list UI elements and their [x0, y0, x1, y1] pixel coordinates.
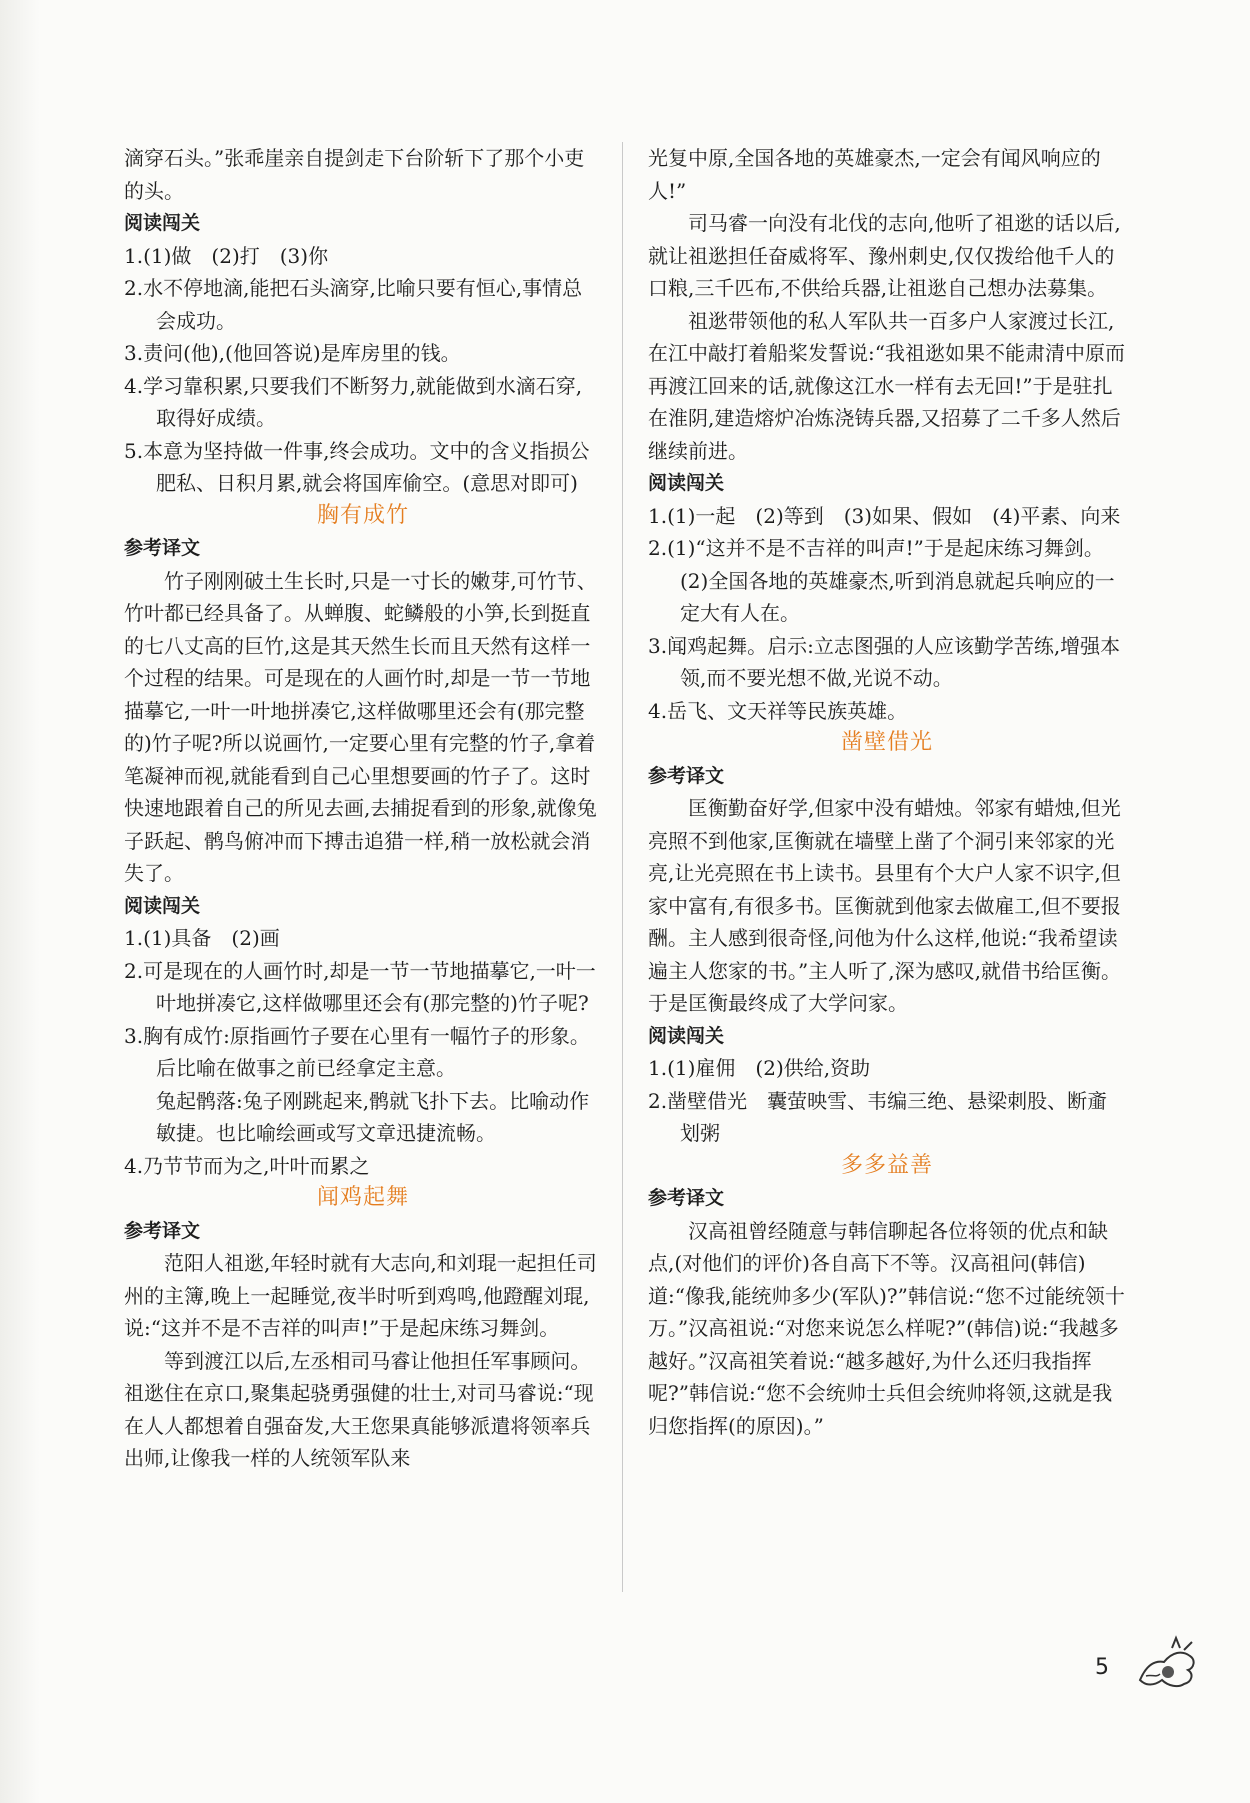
paragraph: 汉高祖曾经随意与韩信聊起各位将领的优点和缺点,(对他们的评价)各自高下不等。汉高祖问(韩信)道:“像我,能统帅多少(军队)?”韩信说:“您不过能统领十万。”汉高祖说:“对您来说怎么样呢?”(韩信)说:“我越多越好。”汉高祖笑着说:“越多越好,为什么还归我指挥呢?”韩信说:“您不会统帅士兵但会统帅将领,这就是我归您指挥(的原因)。” [648, 1218, 1125, 1438]
paragraph: 等到渡江以后,左丞相司马睿让他担任军事顾问。祖逖住在京口,聚集起骁勇强健的壮士,对司马睿说:“现在人人都想着自强奋发,大王您果真能够派遣将领率兵出师,让像我一样的人统领军队来 [124, 1348, 594, 1470]
answer-item: 3.责问(他),(他回答说)是库房里的钱。 [124, 341, 461, 365]
reading-heading: 阅读闯关 [648, 1024, 725, 1047]
section-title: 胸有成竹 [316, 502, 409, 528]
answer-item: 1.(1)做 (2)打 (3)你 [124, 243, 329, 268]
column-divider [622, 142, 623, 1592]
page-edge-shadow [0, 0, 40, 1803]
left-column [124, 142, 602, 1475]
reading-heading: 阅读闯关 [124, 894, 201, 917]
answer-item: 1.(1)一起 (2)等到 (3)如果、假如 (4)平素、向来 [648, 503, 1121, 528]
reference-heading: 参考译文 [124, 537, 201, 559]
reference-heading: 参考译文 [648, 1187, 725, 1209]
right-column [648, 142, 1126, 1442]
answer-item: 1.(1)具备 (2)画 [124, 926, 280, 950]
answer-item: 2.凿壁借光 囊萤映雪、韦编三绝、悬梁刺股、断齑划粥 [648, 1088, 1108, 1145]
answer-item: 5.本意为坚持做一件事,终会成功。文中的含义指损公肥私、日积月累,就会将国库偷空。(意思对即可) [124, 438, 590, 495]
paragraph: 范阳人祖逖,年轻时就有大志向,和刘琨一起担任司州的主簿,晚上一起睡觉,夜半时听到鸡鸣,他蹬醒刘琨,说:“这并不是不吉祥的叫声!”于是起床练习舞剑。 [124, 1251, 597, 1340]
paragraph: 祖逖带领他的私人军队共一百多户人家渡过长江,在江中敲打着船桨发誓说:“我祖逖如果不能肃清中原而再渡江回来的话,就像这江水一样有去无回!”于是驻扎在淮阴,建造熔炉冶炼浇铸兵器,又招募了二千多人然后继续前进。 [648, 308, 1125, 463]
answer-item: 4.学习靠积累,只要我们不断努力,就能做到水滴石穿,取得好成绩。 [124, 373, 583, 430]
answer-item: 3.胸有成竹:原指画竹子要在心里有一幅竹子的形象。后比喻在做事之前已经拿定主意。 [124, 1023, 590, 1080]
answer-item: 3.闻鸡起舞。启示:立志图强的人应该勤学苦练,增强本领,而不要光想不做,光说不动。 [648, 633, 1121, 690]
page-number: 5 [1095, 1655, 1109, 1680]
answer-item: 2.(1)“这并不是不吉祥的叫声!”于是起床练习舞剑。 [648, 536, 1104, 560]
paragraph: 光复中原,全国各地的英雄豪杰,一定会有闻风响应的人!” [648, 146, 1101, 203]
reference-heading: 参考译文 [648, 764, 725, 787]
reading-heading: 阅读闯关 [124, 212, 201, 234]
answer-subitem: (2)全国各地的英雄豪杰,听到消息就起兵响应的一定大有人在。 [680, 568, 1115, 625]
reference-heading: 参考译文 [124, 1219, 201, 1242]
answer-item: 4.岳飞、文天祥等民族英雄。 [648, 698, 908, 723]
reading-heading: 阅读闯关 [648, 472, 725, 494]
paragraph: 竹子刚刚破土生长时,只是一寸长的嫩芽,可竹节、竹叶都已经具备了。从蝉腹、蛇鳞般的小笋,长到挺直的七八丈高的巨竹,这是其天然生长而且天然有这样一个过程的结果。可是现在的人画竹时,却是一节一节地描摹它,一叶一叶地拼凑它,这样做哪里还会有(那完整的)竹子呢?所以说画竹,一定要心里有完整的竹子,拿着笔凝神而视,就能看到自己心里想要画的竹子了。这时快速地跟着自己的所见去画,去捕捉看到的形象,就像兔子跃起、鹘鸟俯冲而下搏击追猎一样,稍一放松就会消失了。 [124, 568, 597, 885]
paragraph: 匡衡勤奋好学,但家中没有蜡烛。邻家有蜡烛,但光亮照不到他家,匡衡就在墙壁上凿了个洞引来邻家的光亮,让光亮照在书上读书。县里有个大户人家不识字,但家中富有,有很多书。匡衡就到他家去做雇工,但不要报酬。主人感到很奇怪,问他为什么这样,他说:“我希望读遍主人您家的书。”主人听了,深为感叹,就借书给匡衡。于是匡衡最终成了大学问家。 [648, 796, 1121, 1015]
paragraph: 滴穿石头。”张乖崖亲自提剑走下台阶斩下了那个小吏的头。 [124, 146, 585, 203]
answer-item: 2.水不停地滴,能把石头滴穿,比喻只要有恒心,事情总会成功。 [124, 276, 583, 333]
answer-item: 2.可是现在的人画竹时,却是一节一节地描摹它,一叶一叶地拼凑它,这样做哪里还会有(那完整的)竹子呢? [124, 958, 596, 1015]
section-title: 凿壁借光 [840, 730, 933, 755]
dragon-emblem-icon [1132, 1630, 1202, 1692]
answer-item: 1.(1)雇佣 (2)供给,资助 [648, 1056, 871, 1080]
section-title: 闻鸡起舞 [316, 1185, 409, 1210]
section-title: 多多益善 [840, 1152, 933, 1178]
paragraph: 司马睿一向没有北伐的志向,他听了祖逖的话以后,就让祖逖担任奋威将军、豫州刺史,仅仅拨给他千人的口粮,三千匹布,不供给兵器,让祖逖自己想办法募集。 [648, 211, 1121, 300]
answer-item: 4.乃节节而为之,叶叶而累之 [124, 1153, 370, 1178]
answer-subitem: 兔起鹘落:兔子刚跳起来,鹘就飞扑下去。比喻动作敏捷。也比喻绘画或写文章迅捷流畅。 [156, 1088, 590, 1145]
